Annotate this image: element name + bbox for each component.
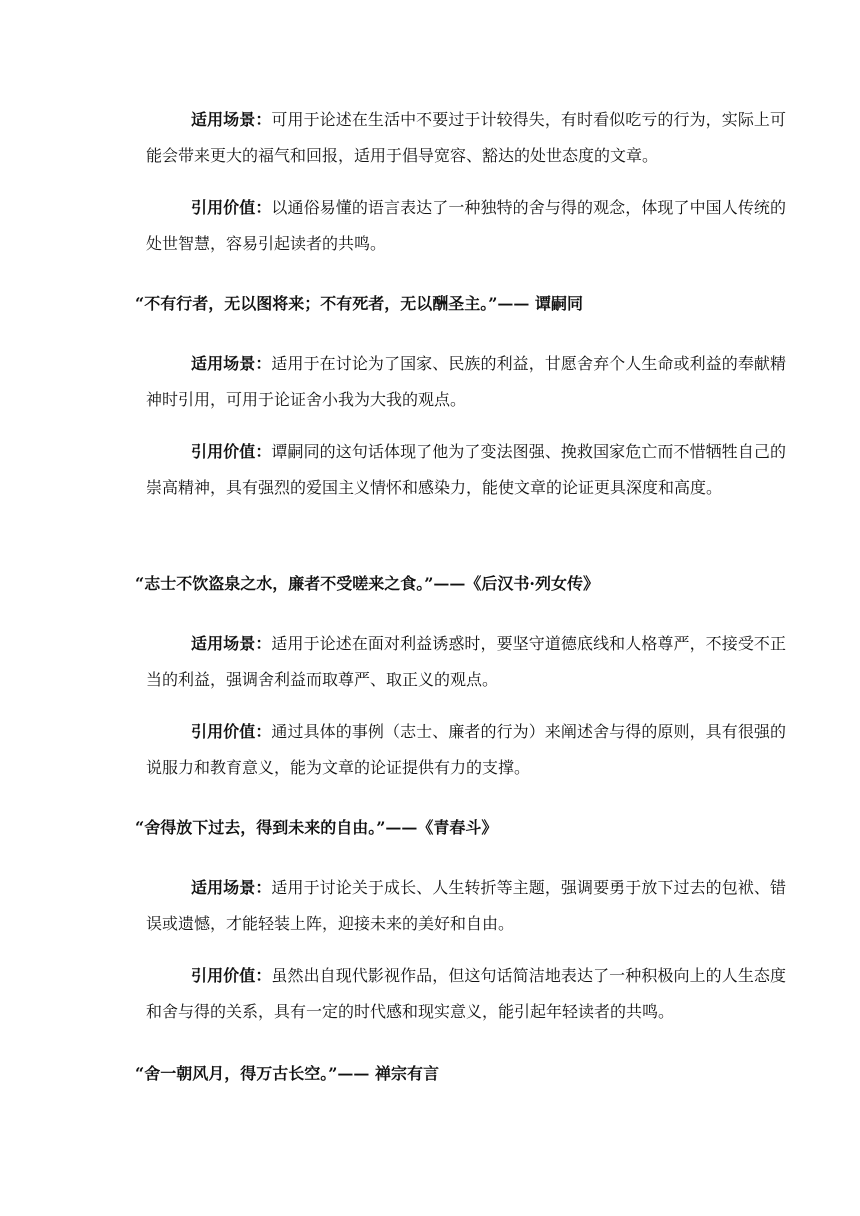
scene-label: 适用场景： — [191, 634, 272, 653]
value-label: 引用价值： — [191, 722, 272, 741]
quote-heading: “志士不饮盗泉之水，廉者不受嗟来之食。”——《后汉书·列女传》 — [135, 574, 599, 593]
scene-label: 适用场景： — [191, 110, 272, 129]
quote-heading: “舍一朝风月，得万古长空。”—— 禅宗有言 — [135, 1064, 439, 1083]
value-label: 引用价值： — [191, 198, 272, 217]
scene-label: 适用场景： — [191, 354, 272, 373]
quote-heading: “舍得放下过去，得到未来的自由。”——《青春斗》 — [135, 818, 498, 837]
scene-text: 适用于论述在面对利益诱惑时，要坚守道德底线和人格尊严，不接受不正当的利益，强调舍利益而取尊严、取正义的观点。 — [146, 634, 786, 689]
scene-paragraph — [146, 626, 786, 698]
value-text: 以通俗易懂的语言表达了一种独特的舍与得的观念，体现了中国人传统的处世智慧，容易引起读者的共鸣。 — [146, 198, 786, 253]
scene-label: 适用场景： — [191, 878, 272, 897]
value-label: 引用价值： — [191, 442, 272, 461]
value-paragraph — [146, 190, 786, 262]
scene-text: 可用于论述在生活中不要过于计较得失，有时看似吃亏的行为，实际上可能会带来更大的福气和回报，适用于倡导宽容、豁达的处世态度的文章。 — [146, 110, 786, 165]
value-text: 虽然出自现代影视作品，但这句话简洁地表达了一种积极向上的人生态度和舍与得的关系，具有一定的时代感和现实意义，能引起年轻读者的共鸣。 — [146, 966, 786, 1021]
value-text: 通过具体的事例（志士、廉者的行为）来阐述舍与得的原则，具有很强的说服力和教育意义，能为文章的论证提供有力的支撑。 — [146, 722, 786, 777]
scene-text: 适用于在讨论为了国家、民族的利益，甘愿舍弃个人生命或利益的奉献精神时引用，可用于论证舍小我为大我的观点。 — [146, 354, 786, 409]
quote-heading: “不有行者，无以图将来；不有死者，无以酬圣主。”—— 谭嗣同 — [135, 294, 583, 313]
value-paragraph — [146, 714, 786, 786]
scene-paragraph — [146, 870, 786, 942]
value-paragraph — [146, 958, 786, 1030]
value-text: 谭嗣同的这句话体现了他为了变法图强、挽救国家危亡而不惜牺牲自己的崇高精神，具有强烈的爱国主义情怀和感染力，能使文章的论证更具深度和高度。 — [146, 442, 786, 497]
scene-paragraph — [146, 346, 786, 418]
value-paragraph — [146, 434, 786, 506]
scene-paragraph — [146, 102, 786, 174]
scene-text: 适用于讨论关于成长、人生转折等主题，强调要勇于放下过去的包袱、错误或遗憾，才能轻装上阵，迎接未来的美好和自由。 — [146, 878, 786, 933]
value-label: 引用价值： — [191, 966, 272, 985]
